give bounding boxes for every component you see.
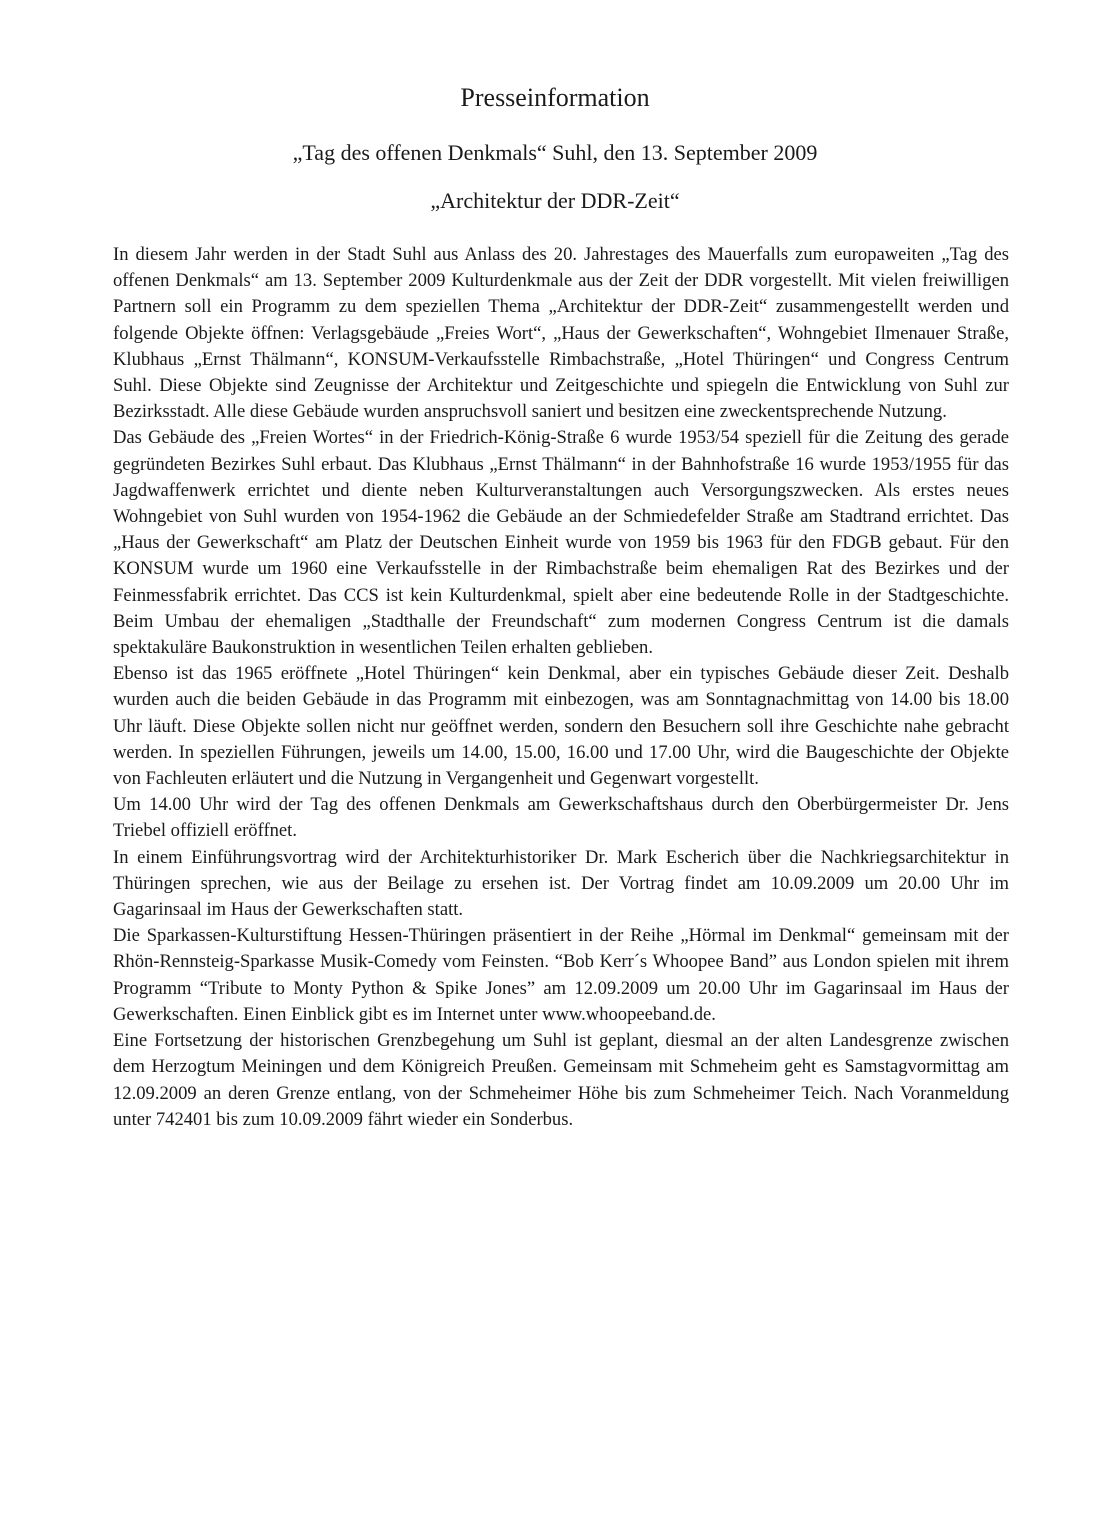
paragraph-buildings-history: Das Gebäude des „Freien Wortes“ in der Friedrich-König-Straße 6 wurde 1953/54 speziell für die Zeitung des gerade gegründeten Bezirkes Suhl erbaut. Das Klubhaus „Ernst Thälmann“ in der Bahnhofstraße 16 wurde 1953/1955 für das Jagdwaffenwerk errichtet und diente neben Kulturveranstaltungen auch Versorgungszwecken. Als erstes neues Wohngebiet von Suhl wurden von 1954-1962 die Gebäude an der Schmiedefelder Straße am Stadtrand errichtet. Das „Haus der Gewerkschaft“ am Platz der Deutschen Einheit wurde von 1959 bis 1963 für den FDGB gebaut. Für den KONSUM wurde um 1960 eine Verkaufsstelle in der Rimbachstraße beim ehemaligen Rat des Bezirkes und der Feinmessfabrik errichtet. Das CCS ist kein Kulturdenkmal, spielt aber eine bedeutende Rolle in der Stadtgeschichte. Beim Umbau der ehemaligen „Stadthalle der Freundschaft“ zum modernen Congress Centrum ist die damals spektakuläre Baukonstruktion in wesentlichen Teilen erhalten geblieben. [113,427,1009,659]
paragraph-border-walk: Eine Fortsetzung der historischen Grenzbegehung um Suhl ist geplant, diesmal an der alten Landesgrenze zwischen dem Herzogtum Meiningen und dem Königreich Preußen. Gemeinsam mit Schmeheim geht es Samstagvormittag am 12.09.2009 an deren Grenze entlang, von der Schmeheimer Höhe bis zum Schmeheimer Teich. Nach Voranmeldung unter 742401 bis zum 10.09.2009 fährt wieder ein Sonderbus. [113,1030,1009,1130]
paragraph-concert: Die Sparkassen-Kulturstiftung Hessen-Thüringen präsentiert in der Reihe „Hörmal im Denkmal“ gemeinsam mit der Rhön-Rennsteig-Sparkasse Musik-Comedy vom Feinsten. “Bob Kerr´s Whoopee Band” aus London spielen mit ihrem Programm “Tribute to Monty Python & Spike Jones” am 12.09.2009 um 20.00 Uhr im Gagarinsaal im Haus der Gewerkschaften. Einen Einblick gibt es im Internet unter www.whoopeeband.de. [113,925,1009,1025]
paragraph-intro: In diesem Jahr werden in der Stadt Suhl aus Anlass des 20. Jahrestages des Mauerfalls zum europaweiten „Tag des offenen Denkmals“ am 13. September 2009 Kulturdenkmale aus der Zeit der DDR vorgestellt. Mit vielen freiwilligen Partnern soll ein Programm zu dem speziellen Thema „Architektur der DDR-Zeit“ zusammengestellt werden und folgende Objekte öffnen: Verlagsgebäude „Freies Wort“, „Haus der Gewerkschaften“, Wohngebiet Ilmenauer Straße, Klubhaus „Ernst Thälmann“, KONSUM-Verkaufsstelle Rimbachstraße, „Hotel Thüringen“ und Congress Centrum Suhl. Diese Objekte sind Zeugnisse der Architektur und Zeitgeschichte und spiegeln die Entwicklung von Suhl zur Bezirksstadt. Alle diese Gebäude wurden anspruchsvoll saniert und besitzen eine zweckentsprechende Nutzung. [113,244,1009,423]
document-title: Presseinformation [460,83,650,112]
paragraph-hotel-and-tours: Ebenso ist das 1965 eröffnete „Hotel Thüringen“ kein Denkmal, aber ein typisches Gebäude dieser Zeit. Deshalb wurden auch die beiden Gebäude in das Programm mit einbezogen, was am Sonntagnachmittag von 14.00 bis 18.00 Uhr läuft. Diese Objekte sollen nicht nur geöffnet werden, sondern den Besuchern soll ihre Geschichte nahe gebracht werden. In speziellen Führungen, jeweils um 14.00, 15.00, 16.00 und 17.00 Uhr, wird die Baugeschichte der Objekte von Fachleuten erläutert und die Nutzung in Vergangenheit und Gegenwart vorgestellt. [113,663,1009,790]
event-subtitle: „Tag des offenen Denkmals“ Suhl, den 13. September 2009 [292,140,818,165]
theme-subtitle: „Architektur der DDR-Zeit“ [430,188,680,213]
paragraph-opening: Um 14.00 Uhr wird der Tag des offenen Denkmals am Gewerkschaftshaus durch den Oberbürgermeister Dr. Jens Triebel offiziell eröffnet. [113,794,1009,842]
paragraph-lecture: In einem Einführungsvortrag wird der Architekturhistoriker Dr. Mark Escherich über die Nachkriegsarchitektur in Thüringen sprechen, wie aus der Beilage zu ersehen ist. Der Vortrag findet am 10.09.2009 um 20.00 Uhr im Gagarinsaal im Haus der Gewerkschaften statt. [113,846,1009,921]
body-text [113,242,1009,1133]
